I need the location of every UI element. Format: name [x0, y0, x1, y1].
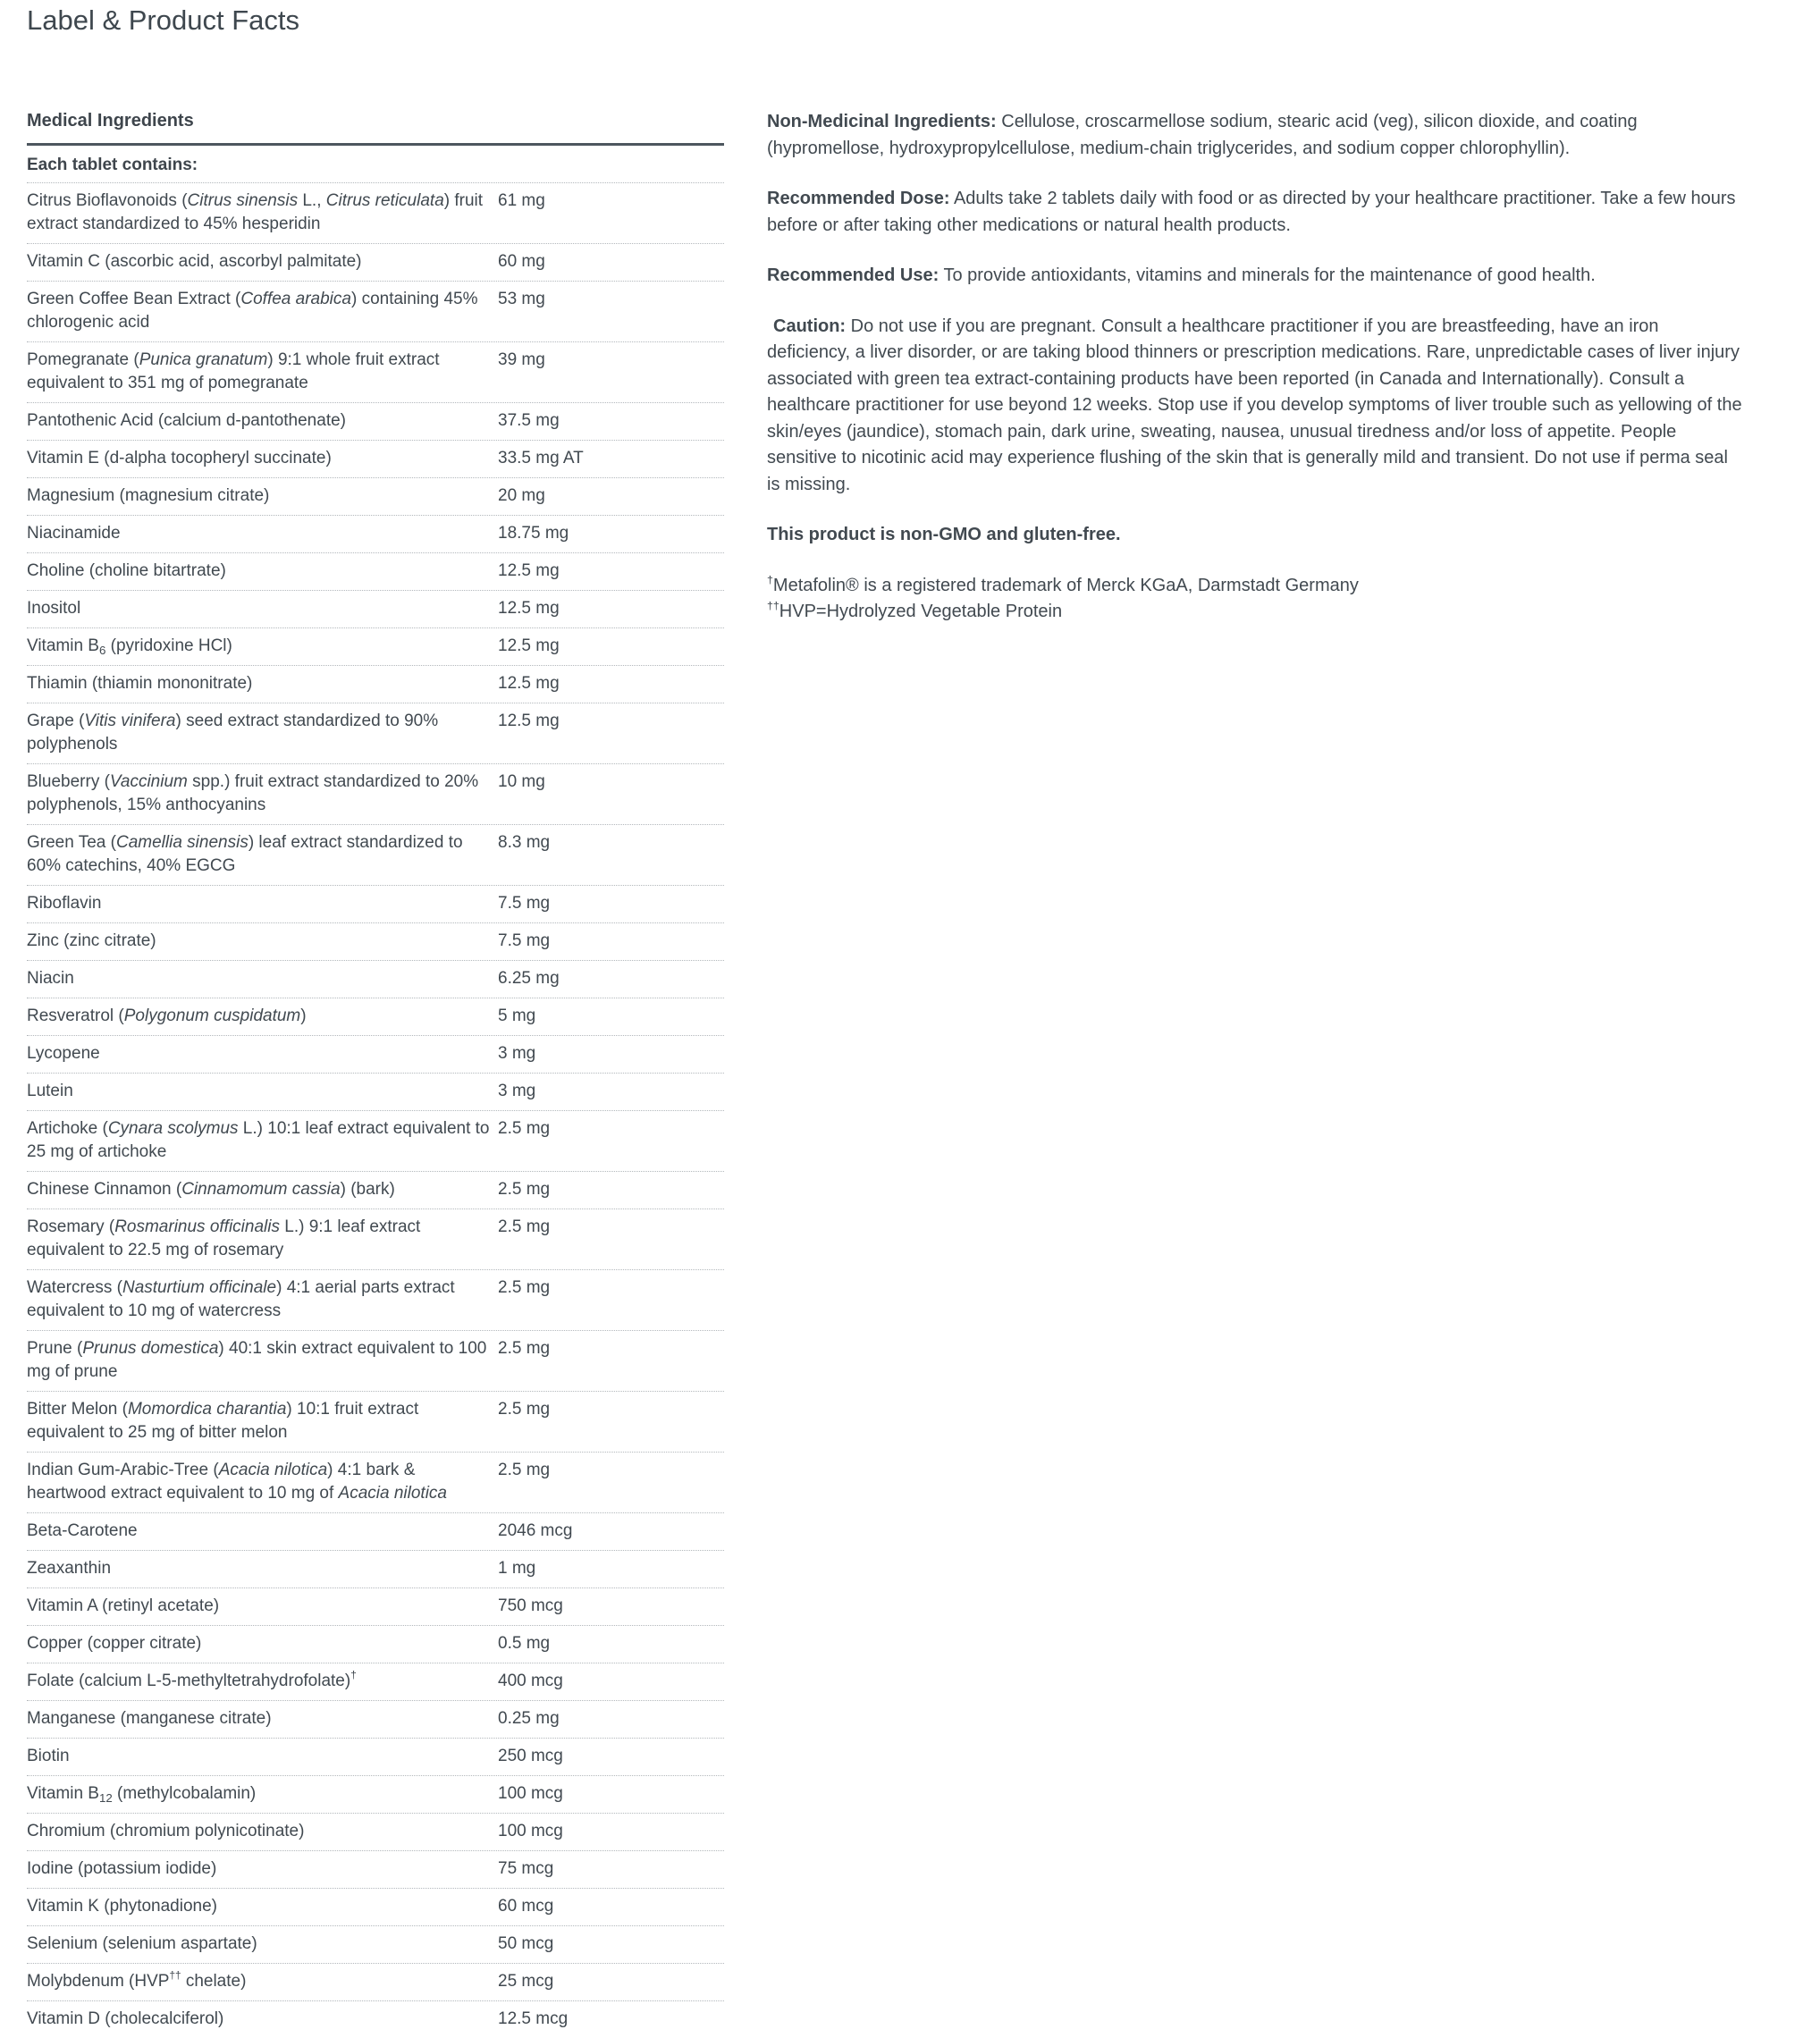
text-segment: Thiamin (thiamin mononitrate)	[27, 674, 253, 693]
ingredient-name	[27, 771, 498, 817]
text-segment: Vitamin C (ascorbic acid, ascorbyl palmitate)	[27, 252, 362, 271]
ingredient-name	[27, 1520, 498, 1543]
paragraph-footnote-hvp	[767, 599, 1743, 626]
table-row	[27, 1331, 724, 1392]
text-segment: ††	[169, 1970, 181, 1982]
ingredient-name	[27, 1005, 498, 1028]
ingredient-amount: 0.5 mg	[498, 1634, 551, 1653]
ingredient-name	[27, 1080, 498, 1103]
text-segment: Green Tea (	[27, 833, 116, 852]
ingredient-name	[27, 710, 498, 756]
table-row	[27, 553, 724, 591]
ingredient-name	[27, 597, 498, 620]
ingredient-name	[27, 349, 498, 395]
text-segment: ) seed extract standardized to 90% polyphenols	[27, 712, 439, 754]
ingredient-amount: 20 mg	[498, 486, 545, 505]
ingredient-amount: 33.5 mg AT	[498, 449, 584, 467]
table-row	[27, 886, 724, 923]
table-row	[27, 1814, 724, 1851]
table-row	[27, 703, 724, 764]
text-segment: Recommended Dose:	[767, 189, 950, 208]
text-segment: Selenium (selenium aspartate)	[27, 1934, 257, 1953]
table-row	[27, 1588, 724, 1626]
ingredient-name	[27, 1745, 498, 1768]
table-row	[27, 923, 724, 961]
table-row	[27, 1453, 724, 1513]
text-segment: Grape (	[27, 712, 85, 730]
text-segment: Copper (copper citrate)	[27, 1634, 202, 1653]
table-row	[27, 1701, 724, 1739]
ingredient-amount: 12.5 mg	[498, 674, 560, 693]
ingredient-name	[27, 250, 498, 274]
table-rows	[27, 183, 724, 2038]
ingredient-name	[27, 560, 498, 583]
ingredient-name	[27, 1632, 498, 1655]
text-segment: ) leaf extract standardized to 60% catechins, 40% EGCG	[27, 833, 463, 875]
ingredient-amount: 1 mg	[498, 1559, 536, 1578]
ingredient-name	[27, 831, 498, 878]
ingredient-amount: 100 mcg	[498, 1822, 563, 1840]
ingredient-amount: 7.5 mg	[498, 931, 551, 950]
text-segment: ) 40:1 skin extract equivalent to 100 mg of prune	[27, 1339, 487, 1381]
text-segment: Citrus sinensis	[187, 191, 299, 210]
text-segment: Caution:	[773, 316, 847, 336]
paragraph-recommended-dose	[767, 186, 1743, 239]
ingredient-name	[27, 1782, 498, 1806]
ingredient-amount: 7.5 mg	[498, 894, 551, 913]
table-row	[27, 1776, 724, 1814]
table-row	[27, 825, 724, 886]
ingredient-amount: 12.5 mg	[498, 712, 560, 730]
ingredient-amount: 61 mg	[498, 191, 545, 210]
table-row	[27, 1074, 724, 1111]
ingredient-amount: 25 mcg	[498, 1972, 554, 1991]
text-segment: Punica granatum	[139, 350, 268, 369]
text-segment: Prune (	[27, 1339, 83, 1358]
text-segment: L.,	[298, 191, 326, 210]
text-segment: Prunus domestica	[82, 1339, 219, 1358]
ingredient-amount: 0.25 mg	[498, 1709, 560, 1728]
text-segment: Chinese Cinnamon (	[27, 1180, 182, 1199]
text-segment: Iodine (potassium iodide)	[27, 1859, 217, 1878]
ingredient-name	[27, 1820, 498, 1843]
ingredient-name	[27, 522, 498, 545]
ingredient-amount: 5 mg	[498, 1006, 536, 1025]
text-segment: Citrus reticulata	[325, 191, 444, 210]
text-segment: ) fruit extract standardized to 45% hesperidin	[27, 191, 484, 233]
ingredient-amount: 12.5 mg	[498, 561, 560, 580]
text-segment: ) 9:1 whole fruit extract equivalent to 351 mg of pomegranate	[27, 350, 440, 392]
text-segment: Magnesium (magnesium citrate)	[27, 486, 270, 505]
text-segment: Niacinamide	[27, 524, 121, 543]
ingredient-amount: 250 mcg	[498, 1747, 563, 1765]
text-segment: Vitamin B	[27, 636, 99, 655]
ingredient-name	[27, 1707, 498, 1731]
text-segment: Vitamin E (d-alpha tocopheryl succinate)	[27, 449, 332, 467]
medical-ingredients-table	[27, 109, 724, 2038]
ingredient-amount: 100 mcg	[498, 1784, 563, 1803]
ingredient-name	[27, 930, 498, 953]
table-row	[27, 1513, 724, 1551]
ingredient-amount: 12.5 mcg	[498, 2009, 569, 2028]
text-segment: Manganese (manganese citrate)	[27, 1709, 272, 1728]
paragraph-recommended-use	[767, 263, 1743, 290]
text-segment: 6	[98, 644, 106, 657]
content-columns	[27, 109, 1743, 2038]
ingredient-name	[27, 288, 498, 334]
text-segment: L.) 9:1 leaf extract equivalent to 22.5 mg of rosemary	[27, 1217, 421, 1259]
table-row	[27, 1926, 724, 1964]
text-segment: Lutein	[27, 1082, 73, 1100]
table-row	[27, 282, 724, 342]
ingredient-name	[27, 1933, 498, 1956]
table-row	[27, 516, 724, 553]
ingredient-name	[27, 1398, 498, 1444]
ingredient-amount: 2.5 mg	[498, 1400, 551, 1419]
text-segment: Vitamin K (phytonadione)	[27, 1897, 217, 1916]
table-row	[27, 628, 724, 666]
text-segment: Beta-Carotene	[27, 1521, 138, 1540]
text-segment: Cellulose, croscarmellose sodium, stearic acid (veg), silicon dioxide, and coating (hypromellose, hydroxypropylcellulose, medium-chain triglycerides, and sodium copper chlorophyllin).	[767, 112, 1638, 158]
ingredient-name	[27, 189, 498, 236]
text-segment: Chromium (chromium polynicotinate)	[27, 1822, 305, 1840]
ingredient-amount: 2.5 mg	[498, 1461, 551, 1479]
ingredient-name	[27, 1895, 498, 1918]
ingredient-amount: 53 mg	[498, 290, 545, 308]
text-segment: HVP=Hydrolyzed Vegetable Protein	[779, 602, 1063, 621]
text-segment: ††	[767, 600, 779, 612]
text-segment: Lycopene	[27, 1044, 100, 1063]
text-segment: Cynara scolymus	[107, 1119, 239, 1138]
text-segment: Watercress (	[27, 1278, 122, 1297]
table-row	[27, 1851, 724, 1889]
table-row	[27, 244, 724, 282]
text-segment: (pyridoxine HCl)	[105, 636, 232, 655]
text-segment: Vaccinium	[109, 772, 188, 791]
ingredient-name	[27, 484, 498, 508]
ingredient-name	[27, 1276, 498, 1323]
text-segment: Vitis vinifera	[84, 712, 176, 730]
table-header: Medical Ingredients	[27, 109, 724, 146]
text-segment: †	[767, 573, 773, 586]
text-segment: )	[300, 1006, 307, 1025]
ingredient-amount: 2.5 mg	[498, 1119, 551, 1138]
paragraph-footnote-metafolin	[767, 573, 1743, 600]
table-row	[27, 666, 724, 703]
table-row	[27, 441, 724, 478]
table-row	[27, 1626, 724, 1663]
text-segment: Citrus Bioflavonoids (	[27, 191, 188, 210]
text-segment: 12	[98, 1791, 113, 1805]
paragraph-non-gmo-statement	[767, 522, 1743, 549]
product-info-panel	[767, 109, 1743, 626]
ingredient-name	[27, 672, 498, 695]
ingredient-name	[27, 1337, 498, 1384]
text-segment: Green Coffee Bean Extract (	[27, 290, 241, 308]
ingredient-name	[27, 1459, 498, 1505]
table-row	[27, 764, 724, 825]
ingredient-amount: 8.3 mg	[498, 833, 551, 852]
text-segment: Molybdenum (HVP	[27, 1972, 170, 1991]
ingredient-name	[27, 1595, 498, 1618]
text-segment: Vitamin A (retinyl acetate)	[27, 1596, 220, 1615]
ingredient-amount: 400 mcg	[498, 1672, 563, 1690]
text-segment: Inositol	[27, 599, 81, 618]
ingredient-amount: 750 mcg	[498, 1596, 563, 1615]
text-segment: Nasturtium officinale	[122, 1278, 277, 1297]
text-segment: Vitamin B	[27, 1784, 99, 1803]
text-segment: Blueberry (	[27, 772, 110, 791]
ingredient-name	[27, 892, 498, 915]
table-row	[27, 1392, 724, 1453]
text-segment: ) 10:1 fruit extract equivalent to 25 mg of bitter melon	[27, 1400, 419, 1442]
ingredient-amount: 10 mg	[498, 772, 545, 791]
table-row	[27, 183, 724, 244]
table-row	[27, 1172, 724, 1209]
ingredient-amount: 2.5 mg	[498, 1180, 551, 1199]
text-segment: Coffea arabica	[240, 290, 351, 308]
ingredient-name	[27, 1042, 498, 1065]
ingredient-amount: 3 mg	[498, 1082, 536, 1100]
text-segment: †	[350, 1670, 357, 1681]
ingredient-name	[27, 1117, 498, 1164]
ingredient-amount: 18.75 mg	[498, 524, 569, 543]
ingredient-name	[27, 1557, 498, 1580]
ingredient-amount: 60 mcg	[498, 1897, 554, 1916]
ingredient-amount: 3 mg	[498, 1044, 536, 1063]
ingredient-amount: 12.5 mg	[498, 599, 560, 618]
table-row	[27, 961, 724, 998]
text-segment: This product is non-GMO and gluten-free.	[767, 525, 1121, 544]
text-segment: chelate)	[181, 1972, 247, 1991]
text-segment: Resveratrol (	[27, 1006, 124, 1025]
ingredient-name	[27, 2008, 498, 2031]
text-segment: Pomegranate (	[27, 350, 139, 369]
table-row	[27, 2001, 724, 2038]
ingredient-name	[27, 967, 498, 990]
text-segment: Pantothenic Acid (calcium d-pantothenate)	[27, 411, 346, 430]
paragraph-non-medicinal-ingredients	[767, 109, 1743, 162]
text-segment: Zinc (zinc citrate)	[27, 931, 156, 950]
ingredient-amount: 60 mg	[498, 252, 545, 271]
ingredient-amount: 2.5 mg	[498, 1278, 551, 1297]
page-title: Label & Product Facts	[27, 4, 299, 36]
text-segment: Metafolin® is a registered trademark of Merck KGaA, Darmstadt Germany	[772, 575, 1359, 595]
table-row	[27, 1270, 724, 1331]
ingredient-name	[27, 1178, 498, 1201]
table-row	[27, 1889, 724, 1926]
text-segment: Acacia nilotica	[338, 1484, 447, 1503]
text-segment: Biotin	[27, 1747, 70, 1765]
text-segment: Non-Medicinal Ingredients:	[767, 112, 997, 131]
ingredient-name	[27, 447, 498, 470]
text-segment: Adults take 2 tablets daily with food or as directed by your healthcare practitioner. Take a few hours before or after taking other medications or natural health products.	[767, 189, 1736, 235]
ingredient-name	[27, 409, 498, 433]
text-segment: Acacia nilotica	[218, 1461, 328, 1479]
text-segment: To provide antioxidants, vitamins and minerals for the maintenance of good health.	[939, 265, 1596, 285]
text-segment: Rosemary (	[27, 1217, 115, 1236]
text-segment: Rosmarinus officinalis	[114, 1217, 280, 1236]
text-segment: Riboflavin	[27, 894, 102, 913]
ingredient-amount: 2046 mcg	[498, 1521, 573, 1540]
text-segment: Bitter Melon (	[27, 1400, 128, 1419]
text-segment: ) containing 45% chlorogenic acid	[27, 290, 478, 332]
text-segment: L.) 10:1 leaf extract equivalent to 25 mg of artichoke	[27, 1119, 490, 1161]
table-row	[27, 998, 724, 1036]
ingredient-amount: 6.25 mg	[498, 969, 560, 988]
table-row	[27, 342, 724, 403]
table-subheader: Each tablet contains:	[27, 146, 724, 183]
table-row	[27, 478, 724, 516]
text-segment: Momordica charantia	[127, 1400, 287, 1419]
ingredient-amount: 37.5 mg	[498, 411, 560, 430]
text-segment: Niacin	[27, 969, 74, 988]
table-row	[27, 1964, 724, 2001]
text-segment: Cinnamomum cassia	[181, 1180, 341, 1199]
text-segment: Polygonum cuspidatum	[123, 1006, 301, 1025]
text-segment: Folate (calcium L-5-methyltetrahydrofolate)	[27, 1672, 351, 1690]
ingredient-amount: 39 mg	[498, 350, 545, 369]
paragraph-caution	[767, 314, 1743, 499]
table-row	[27, 1551, 724, 1588]
ingredient-name	[27, 1970, 498, 1993]
table-row	[27, 1111, 724, 1172]
text-segment: (methylcobalamin)	[112, 1784, 257, 1803]
table-row	[27, 403, 724, 441]
text-segment: Choline (choline bitartrate)	[27, 561, 226, 580]
ingredient-name	[27, 1216, 498, 1262]
table-row	[27, 591, 724, 628]
table-row	[27, 1036, 724, 1074]
text-segment: spp.) fruit extract standardized to 20% polyphenols, 15% anthocyanins	[27, 772, 479, 814]
ingredient-amount: 2.5 mg	[498, 1339, 551, 1358]
text-segment: Camellia sinensis	[115, 833, 249, 852]
text-segment: ) 4:1 aerial parts extract equivalent to 10 mg of watercress	[27, 1278, 455, 1320]
text-segment: Do not use if you are pregnant. Consult a healthcare practitioner if you are breastfeeding, have an iron deficiency, a liver disorder, or are taking blood thinners or prescription medications. Rare, unpredictable cases of liver injury associated with green tea extract-containing products have been reported (in Canada and Internationally). Consult a healthcare practitioner for use beyond 12 weeks. Stop use if you develop symptoms of liver trouble such as yellowing of the skin/eyes (jaundice), stomach pain, dark urine, sweating, nausea, unusual tiredness and/or loss of appetite. People sensitive to nicotinic acid may experience flushing of the skin that is generally mild and transient. Do not use if perma seal is missing.	[767, 316, 1742, 494]
table-row	[27, 1663, 724, 1701]
ingredient-amount: 50 mcg	[498, 1934, 554, 1953]
ingredient-amount: 12.5 mg	[498, 636, 560, 655]
ingredient-name	[27, 635, 498, 658]
text-segment: ) (bark)	[340, 1180, 395, 1199]
text-segment: Vitamin D (cholecalciferol)	[27, 2009, 224, 2028]
text-segment: Recommended Use:	[767, 265, 939, 285]
text-segment: Indian Gum-Arabic-Tree (	[27, 1461, 219, 1479]
table-row	[27, 1209, 724, 1270]
table-row	[27, 1739, 724, 1776]
text-segment: Artichoke (	[27, 1119, 108, 1138]
ingredient-amount: 75 mcg	[498, 1859, 554, 1878]
ingredient-name	[27, 1857, 498, 1881]
text-segment: ) 4:1 bark & heartwood extract equivalent to 10 mg of	[27, 1461, 416, 1503]
text-segment: Zeaxanthin	[27, 1559, 112, 1578]
ingredient-amount: 2.5 mg	[498, 1217, 551, 1236]
ingredient-name	[27, 1670, 498, 1693]
